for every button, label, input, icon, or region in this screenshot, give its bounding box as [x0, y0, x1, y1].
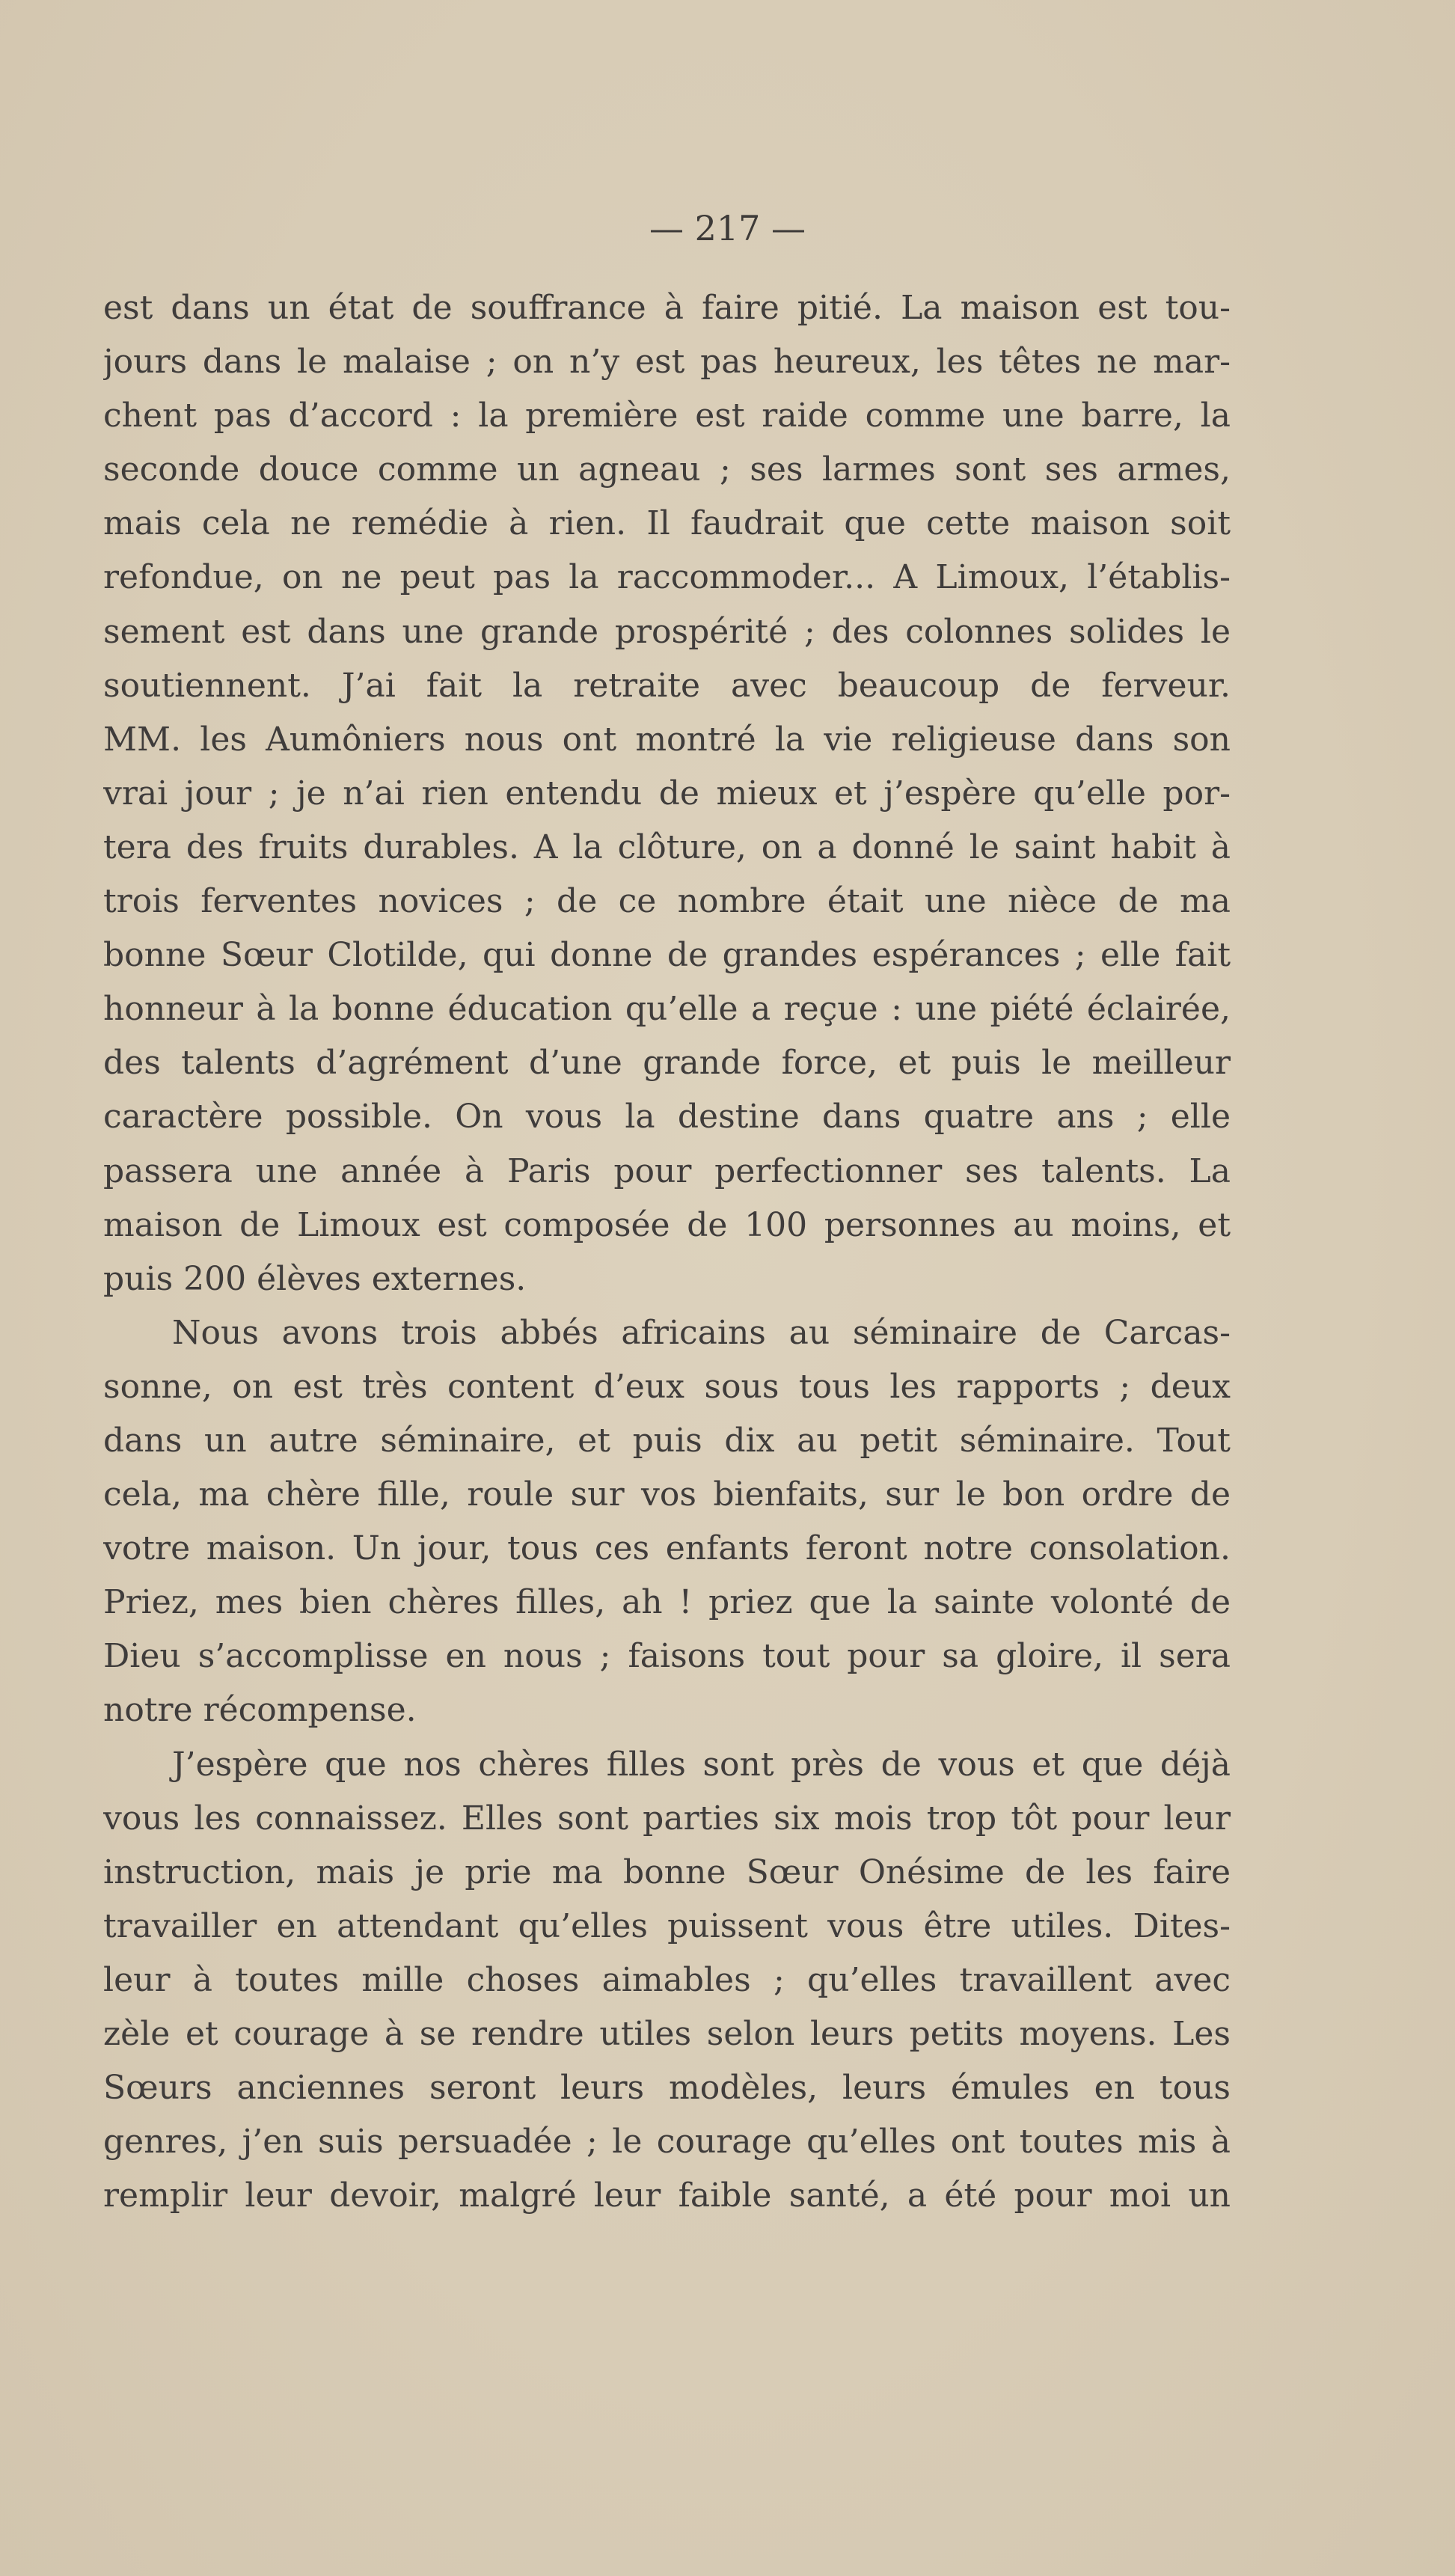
text-line: bonne Sœur Clotilde, qui donne de grandes espérances ; elle fait	[103, 936, 1231, 975]
paragraph-end-line: notre récompense.	[103, 1691, 417, 1730]
text-line: travailler en attendant qu’elles puissent vous être utiles. Dites-	[103, 1906, 1231, 1945]
text-line: passera une année à Paris pour perfectionner ses talents. La	[103, 1151, 1231, 1190]
text-line: dans un autre séminaire, et puis dix au petit séminaire. Tout	[103, 1421, 1231, 1460]
text-line: cela, ma chère fille, roule sur vos bienfaits, sur le bon ordre de	[103, 1475, 1231, 1514]
text-line: remplir leur devoir, malgré leur faible santé, a été pour moi un	[103, 2176, 1231, 2215]
text-line: caractère possible. On vous la destine dans quatre ans ; elle	[103, 1098, 1231, 1136]
text-line: leur à toutes mille choses aimables ; qu’elles travaillent avec	[103, 1960, 1231, 1999]
text-line: chent pas d’accord : la première est raide comme une barre, la	[103, 397, 1231, 435]
text-line: mais cela ne remédie à rien. Il faudrait que cette maison soit	[103, 504, 1231, 543]
text-line: seconde douce comme un agneau ; ses larmes sont ses armes,	[103, 450, 1231, 489]
text-line: refondue, on ne peut pas la raccommoder... A Limoux, l’établis-	[103, 558, 1231, 597]
text-line: Dieu s’accomplisse en nous ; faisons tout pour sa gloire, il sera	[103, 1637, 1231, 1676]
text-line: sonne, on est très content d’eux sous tous les rapports ; deux	[103, 1367, 1231, 1406]
paragraph-end-line: puis 200 élèves externes.	[103, 1259, 527, 1298]
text-line: votre maison. Un jour, tous ces enfants feront notre consolation.	[103, 1529, 1231, 1568]
text-line: zèle et courage à se rendre utiles selon leurs petits moyens. Les	[103, 2015, 1231, 2053]
text-line: genres, j’en suis persuadée ; le courage qu’elles ont toutes mis à	[103, 2123, 1231, 2162]
text-line: tera des fruits durables. A la clôture, on a donné le saint habit à	[103, 827, 1231, 866]
text-line: trois ferventes novices ; de ce nombre était une nièce de ma	[103, 882, 1231, 921]
text-line: MM. les Aumôniers nous ont montré la vie religieuse dans son	[103, 720, 1231, 759]
text-line: est dans un état de souffrance à faire pitié. La maison est tou-	[103, 289, 1231, 327]
page-number: — 217 —	[649, 208, 806, 248]
text-line: instruction, mais je prie ma bonne Sœur Onésime de les faire	[103, 1853, 1231, 1891]
text-line: vrai jour ; je n’ai rien entendu de mieux et j’espère qu’elle por-	[103, 774, 1231, 813]
text-line: soutiennent. J’ai fait la retraite avec beaucoup de ferveur.	[103, 666, 1231, 705]
text-line: vous les connaissez. Elles sont parties six mois trop tôt pour leur	[103, 1799, 1231, 1838]
paragraph-start-line: J’espère que nos chères filles sont près de vous et que déjà	[172, 1745, 1231, 1784]
paragraph-start-line: Nous avons trois abbés africains au séminaire de Carcas-	[172, 1313, 1231, 1352]
text-line: maison de Limoux est composée de 100 personnes au moins, et	[103, 1205, 1231, 1244]
text-line: Sœurs anciennes seront leurs modèles, leurs émules en tous	[103, 2069, 1231, 2108]
text-line: Priez, mes bien chères filles, ah ! priez que la sainte volonté de	[103, 1583, 1231, 1622]
text-line: sement est dans une grande prospérité ; des colonnes solides le	[103, 612, 1231, 651]
body-text	[103, 281, 1231, 2223]
text-line: jours dans le malaise ; on n’y est pas heureux, les têtes ne mar-	[103, 343, 1231, 382]
text-line: des talents d’agrément d’une grande force, et puis le meilleur	[103, 1044, 1231, 1083]
text-line: honneur à la bonne éducation qu’elle a reçue : une piété éclairée,	[103, 990, 1231, 1029]
